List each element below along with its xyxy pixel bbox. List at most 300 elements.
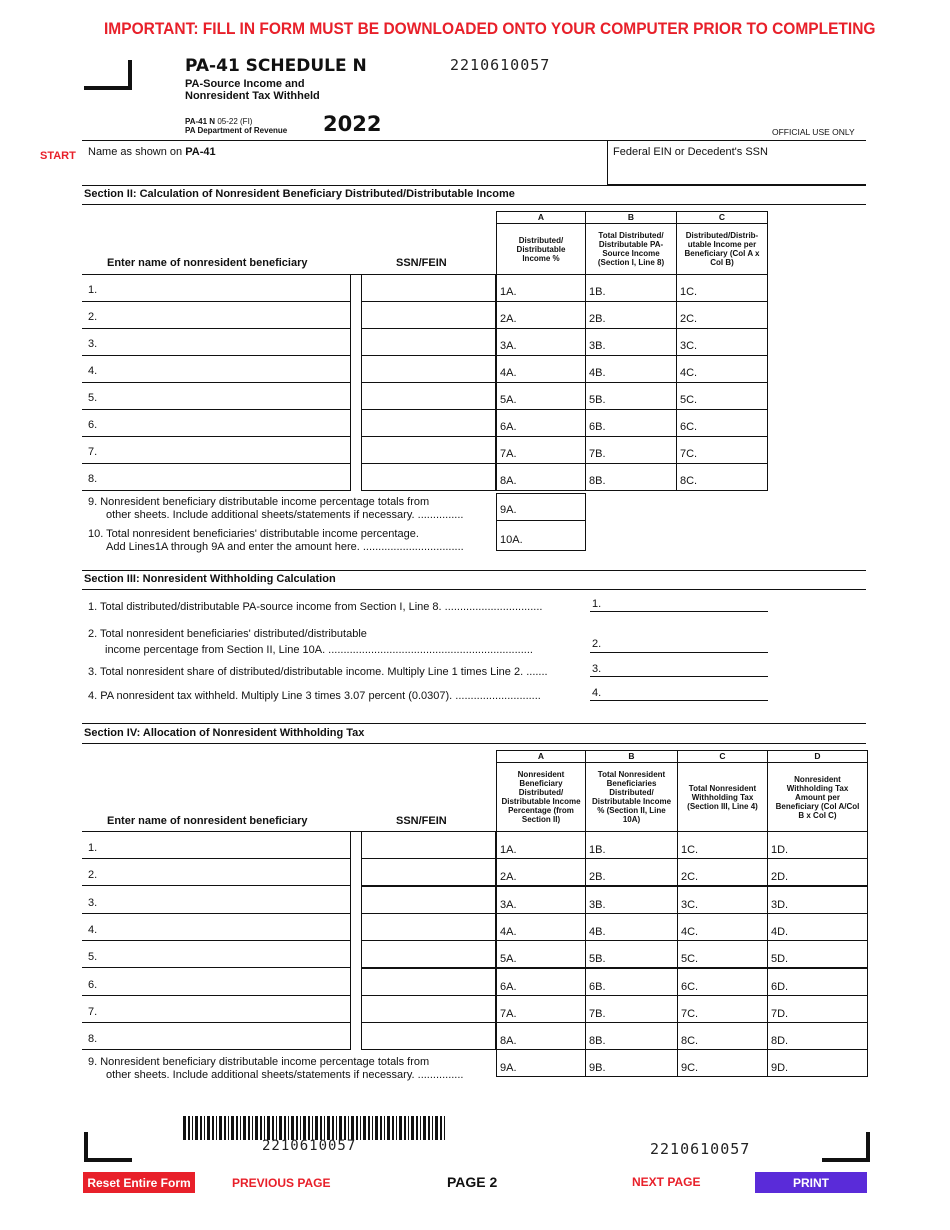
s4-col-a-cell[interactable] xyxy=(496,913,586,941)
s2-ssn-input[interactable] xyxy=(361,355,496,383)
barcode-bar xyxy=(336,1116,337,1140)
s4-line9-text xyxy=(88,1056,463,1082)
s4-col-c-cell[interactable] xyxy=(677,858,768,886)
barcode-bar xyxy=(195,1116,198,1140)
s4-col-b-cell[interactable] xyxy=(585,1022,678,1050)
s4-col-b-cell[interactable] xyxy=(585,968,678,996)
barcode-bar xyxy=(348,1116,349,1140)
s4-col-d-cell[interactable] xyxy=(767,858,868,886)
s2-col-c-cell[interactable] xyxy=(676,463,768,491)
barcode-bar xyxy=(444,1116,445,1140)
barcode-bar xyxy=(303,1116,306,1140)
s4-col-d-cell[interactable] xyxy=(767,831,868,859)
s4-row-number: 5. xyxy=(88,951,98,963)
s4-col-c-cell[interactable] xyxy=(677,940,768,968)
barcode-bar xyxy=(264,1116,265,1140)
s4-col-c-label: 8C. xyxy=(681,1035,699,1047)
s3-line2-text-1: 2. Total nonresident beneficiaries' distributed/distributable xyxy=(88,628,367,640)
barcode-bar xyxy=(372,1116,373,1140)
s2-ssn-input[interactable] xyxy=(361,328,496,356)
barcode-bar xyxy=(192,1116,193,1140)
s2-col-a-cell[interactable] xyxy=(496,355,586,383)
s4-col-c-cell[interactable] xyxy=(677,831,768,859)
s4-col-d-cell[interactable] xyxy=(767,886,868,914)
s2-col-a-cell[interactable] xyxy=(496,382,586,410)
s4-name-input[interactable] xyxy=(83,886,351,914)
s4-col-a-cell[interactable] xyxy=(496,831,586,859)
section4-title-underline xyxy=(82,743,866,744)
s4-col-c-label: 9C. xyxy=(681,1062,699,1074)
s4-col-d-label: 5D. xyxy=(771,953,789,965)
barcode-bar xyxy=(255,1116,258,1140)
s4-ssn-input[interactable] xyxy=(361,913,496,941)
barcode-bar xyxy=(212,1116,214,1140)
s4-col-a-cell[interactable] xyxy=(496,886,586,914)
barcode-bar xyxy=(267,1116,270,1140)
name-label-form: PA-41 xyxy=(185,146,216,158)
s4-name-input[interactable] xyxy=(83,858,351,886)
barcode-bar xyxy=(216,1116,217,1140)
s4-name-input[interactable] xyxy=(83,995,351,1023)
s4-col-b-cell[interactable] xyxy=(585,995,678,1023)
s2-col-c-cell[interactable] xyxy=(676,409,768,437)
s2-col-a-cell[interactable] xyxy=(496,328,586,356)
subtitle-line-1: PA-Source Income and xyxy=(185,78,305,90)
s2-line9a-label: 9A. xyxy=(500,504,517,516)
s2-name-input[interactable] xyxy=(83,436,351,464)
previous-page-button[interactable]: PREVIOUS PAGE xyxy=(232,1176,331,1190)
barcode-bar xyxy=(272,1116,274,1140)
barcode-bar xyxy=(327,1116,330,1140)
header-field-separator xyxy=(607,140,608,184)
s2-col-a-cell[interactable] xyxy=(496,463,586,491)
page-number: PAGE 2 xyxy=(447,1174,498,1190)
s4-row-number: 7. xyxy=(88,1006,98,1018)
s4-col-b-letter: B xyxy=(585,750,678,763)
s2-col-b-cell[interactable] xyxy=(585,436,677,464)
s2-col-a-cell[interactable] xyxy=(496,436,586,464)
s4-ssn-input[interactable] xyxy=(361,995,496,1023)
s4-ssn-input[interactable] xyxy=(361,886,496,914)
s4-name-input[interactable] xyxy=(83,968,351,996)
s4-col-d-cell[interactable] xyxy=(767,1022,868,1050)
s4-col-d-cell[interactable] xyxy=(767,968,868,996)
form-title: PA-41 SCHEDULE N xyxy=(185,56,367,76)
s2-col-b-label: 2B. xyxy=(589,313,606,325)
s2-row-number: 7. xyxy=(88,446,98,458)
section2-title: Section II: Calculation of Nonresident Beneficiary Distributed/Distributable Income xyxy=(84,188,515,200)
s2-col-a-cell[interactable] xyxy=(496,409,586,437)
barcode-bar xyxy=(276,1116,277,1140)
s4-col-c-cell[interactable] xyxy=(677,1049,768,1077)
barcode-bar xyxy=(279,1116,282,1140)
s3-line4-field[interactable] xyxy=(590,700,768,701)
barcode-bar xyxy=(204,1116,205,1140)
s4-name-header: Enter name of nonresident beneficiary xyxy=(107,815,308,827)
s2-col-c-label: 8C. xyxy=(680,475,698,487)
s2-col-c-cell[interactable] xyxy=(676,355,768,383)
s2-ssn-input[interactable] xyxy=(361,301,496,329)
s4-col-a-label: 4A. xyxy=(500,926,517,938)
s2-col-c-label: 4C. xyxy=(680,367,698,379)
s4-col-a-cell[interactable] xyxy=(496,968,586,996)
revision-info xyxy=(185,117,287,135)
s2-col-c-cell[interactable] xyxy=(676,436,768,464)
barcode-bar xyxy=(420,1116,421,1140)
s2-name-input[interactable] xyxy=(83,355,351,383)
s4-col-a-letter: A xyxy=(496,750,586,763)
barcode-bar xyxy=(404,1116,406,1140)
s4-name-input[interactable] xyxy=(83,831,351,859)
s2-name-input[interactable] xyxy=(83,463,351,491)
s2-name-input[interactable] xyxy=(83,409,351,437)
s4-col-c-letter: C xyxy=(677,750,768,763)
s2-col-c-cell[interactable] xyxy=(676,382,768,410)
s3-line1-text: 1. Total distributed/distributable PA-source income from Section I, Line 8. ................................ xyxy=(88,601,543,613)
s4-ssn-input[interactable] xyxy=(361,1022,496,1050)
s4-col-c-label: 6C. xyxy=(681,981,699,993)
s4-col-a-label: 1A. xyxy=(500,844,517,856)
barcode-bar xyxy=(236,1116,238,1140)
barcode-bar xyxy=(243,1116,246,1140)
s4-col-b-cell[interactable] xyxy=(585,858,678,886)
barcode-bar xyxy=(291,1116,294,1140)
s3-line3-text: 3. Total nonresident share of distributed/distributable income. Multiply Line 1 times Line 2. ....... xyxy=(88,666,548,678)
section3-title: Section III: Nonresident Withholding Calculation xyxy=(84,573,336,585)
barcode-bar xyxy=(260,1116,262,1140)
s4-line9-text-2: other sheets. Include additional sheets/statements if necessary. ............... xyxy=(106,1069,464,1081)
barcode-bar xyxy=(224,1116,226,1140)
s4-col-d-label: 7D. xyxy=(771,1008,789,1020)
s3-line2-text xyxy=(88,626,533,658)
name-label-text: Name as shown on xyxy=(88,146,183,158)
s2-col-b-cell[interactable] xyxy=(585,382,677,410)
s2-col-b-cell[interactable] xyxy=(585,463,677,491)
barcode-bar xyxy=(188,1116,190,1140)
s4-col-a-label: 2A. xyxy=(500,871,517,883)
s4-col-a-label: 9A. xyxy=(500,1062,517,1074)
s4-ssn-input[interactable] xyxy=(361,968,496,996)
section2-top-line xyxy=(82,185,866,186)
s4-col-b-label: 8B. xyxy=(589,1035,606,1047)
footer-form-code: 2210610057 xyxy=(650,1140,751,1158)
s4-col-a-label: 3A. xyxy=(500,899,517,911)
s4-col-d-letter: D xyxy=(767,750,868,763)
s2-name-input[interactable] xyxy=(83,382,351,410)
s4-col-d-cell[interactable] xyxy=(767,940,868,968)
s2-line10-text-1: 10. Total nonresident beneficiaries' distributable income percentage. xyxy=(88,528,419,540)
s2-col-a-cell[interactable] xyxy=(496,274,586,302)
revision-line xyxy=(185,117,287,126)
s2-col-b-label: 5B. xyxy=(589,394,606,406)
barcode-bar xyxy=(320,1116,322,1140)
barcode-bar xyxy=(200,1116,202,1140)
ein-input[interactable] xyxy=(612,160,862,182)
barcode-bar xyxy=(300,1116,301,1140)
s4-col-b-cell[interactable] xyxy=(585,886,678,914)
s2-row-number: 8. xyxy=(88,473,98,485)
barcode-bar xyxy=(219,1116,222,1140)
s3-line3-num: 3. xyxy=(592,663,602,675)
s4-col-b-cell[interactable] xyxy=(585,913,678,941)
registration-mark-top-left xyxy=(84,60,132,90)
s4-col-b-label: 9B. xyxy=(589,1062,606,1074)
s4-col-d-cell[interactable] xyxy=(767,995,868,1023)
s4-name-input[interactable] xyxy=(83,913,351,941)
rev-date: 05-22 (FI) xyxy=(217,117,253,126)
barcode-bar xyxy=(240,1116,241,1140)
s4-col-c-label: 7C. xyxy=(681,1008,699,1020)
s4-col-a-label: 5A. xyxy=(500,953,517,965)
form-code: 2210610057 xyxy=(450,56,551,74)
section4-title: Section IV: Allocation of Nonresident Withholding Tax xyxy=(84,727,365,739)
print-button[interactable]: PRINT xyxy=(755,1172,867,1193)
barcode-bar xyxy=(399,1116,402,1140)
s4-col-c-cell[interactable] xyxy=(677,913,768,941)
s2-col-c-cell[interactable] xyxy=(676,301,768,329)
barcode-bar xyxy=(252,1116,253,1140)
s2-line10-text xyxy=(88,528,464,554)
barcode-bar xyxy=(428,1116,430,1140)
s4-col-a-cell[interactable] xyxy=(496,858,586,886)
s2-ssn-input[interactable] xyxy=(361,274,496,302)
s4-col-b-label: 4B. xyxy=(589,926,606,938)
barcode-bar xyxy=(284,1116,286,1140)
s4-row-number: 6. xyxy=(88,979,98,991)
ein-field-label: Federal EIN or Decedent's SSN xyxy=(613,146,768,158)
s2-line10-text-2: Add Lines1A through 9A and enter the amount here. ................................. xyxy=(106,541,464,553)
s4-col-c-label: 3C. xyxy=(681,899,699,911)
s4-col-d-label: 9D. xyxy=(771,1062,789,1074)
s3-line1-num: 1. xyxy=(592,598,602,610)
name-field-label xyxy=(88,146,216,158)
barcode-bar xyxy=(432,1116,433,1140)
s2-col-b-label: 7B. xyxy=(589,448,606,460)
s4-col-d-cell[interactable] xyxy=(767,1049,868,1077)
s4-line9-text-1: 9. Nonresident beneficiary distributable income percentage totals from xyxy=(88,1056,430,1068)
barcode-bar xyxy=(356,1116,358,1140)
s3-line2-field[interactable] xyxy=(590,652,768,653)
barcode-bar xyxy=(324,1116,325,1140)
s2-name-input[interactable] xyxy=(83,328,351,356)
s2-ssn-input[interactable] xyxy=(361,463,496,491)
s2-col-b-label: 3B. xyxy=(589,340,606,352)
barcode-bar xyxy=(312,1116,313,1140)
barcode-bar xyxy=(396,1116,397,1140)
s4-col-c-label: 5C. xyxy=(681,953,699,965)
s4-ssn-input[interactable] xyxy=(361,858,496,886)
s2-col-a-label: 7A. xyxy=(500,448,517,460)
s4-col-b-label: 2B. xyxy=(589,871,606,883)
registration-mark-bottom-right xyxy=(822,1132,870,1162)
s4-col-a-label: 8A. xyxy=(500,1035,517,1047)
s2-ssn-input[interactable] xyxy=(361,436,496,464)
barcode-bar xyxy=(296,1116,298,1140)
s4-col-c-label: 1C. xyxy=(681,844,699,856)
s2-col-a-label: 2A. xyxy=(500,313,517,325)
barcode-bar xyxy=(308,1116,310,1140)
s2-col-a-label: 1A. xyxy=(500,286,517,298)
s2-col-b-label: 8B. xyxy=(589,475,606,487)
s2-col-b-cell[interactable] xyxy=(585,409,677,437)
name-input[interactable] xyxy=(84,160,604,182)
s2-row-number: 6. xyxy=(88,419,98,431)
barcode-bar xyxy=(435,1116,438,1140)
s2-col-b-label: 6B. xyxy=(589,421,606,433)
s2-ssn-header: SSN/FEIN xyxy=(396,257,447,269)
department: PA Department of Revenue xyxy=(185,126,288,135)
s2-name-header: Enter name of nonresident beneficiary xyxy=(107,257,308,269)
s3-line1-field[interactable] xyxy=(590,611,768,612)
barcode-bar xyxy=(207,1116,210,1140)
s4-col-b-label: 6B. xyxy=(589,981,606,993)
s2-col-a-label: 5A. xyxy=(500,394,517,406)
s4-col-d-label: 2D. xyxy=(771,871,789,883)
s4-col-d-label: 1D. xyxy=(771,844,789,856)
s2-col-a-label: 8A. xyxy=(500,475,517,487)
s2-col-a-label: 3A. xyxy=(500,340,517,352)
reset-form-button[interactable]: Reset Entire Form xyxy=(83,1172,195,1193)
s2-col-b-header: Total Distributed/ Distributable PA-Source Income (Section I, Line 8) xyxy=(585,223,677,275)
s2-name-input[interactable] xyxy=(83,274,351,302)
s2-line10a-cell[interactable] xyxy=(496,520,586,551)
s4-col-a-cell[interactable] xyxy=(496,940,586,968)
s2-line9-text xyxy=(88,496,463,522)
header-divider xyxy=(82,140,866,141)
s2-col-b-cell[interactable] xyxy=(585,301,677,329)
s4-col-d-label: 4D. xyxy=(771,926,789,938)
s4-col-c-header: Total Nonresident Withholding Tax (Section III, Line 4) xyxy=(677,762,768,832)
barcode-bar xyxy=(375,1116,378,1140)
s2-col-c-label: 3C. xyxy=(680,340,698,352)
barcode-bar xyxy=(363,1116,366,1140)
barcode-bar xyxy=(423,1116,426,1140)
s2-row-number: 3. xyxy=(88,338,98,350)
s2-row-number: 2. xyxy=(88,311,98,323)
s3-line3-field[interactable] xyxy=(590,676,768,677)
s2-col-b-letter: B xyxy=(585,211,677,224)
next-page-button[interactable]: NEXT PAGE xyxy=(632,1175,701,1189)
important-banner: IMPORTANT: FILL IN FORM MUST BE DOWNLOADED ONTO YOUR COMPUTER PRIOR TO COMPLETING xyxy=(104,20,876,38)
barcode-bar xyxy=(408,1116,409,1140)
barcode-bar xyxy=(416,1116,418,1140)
s4-col-a-cell[interactable] xyxy=(496,1049,586,1077)
s4-name-input[interactable] xyxy=(83,940,351,968)
s3-line4-num: 4. xyxy=(592,687,602,699)
s4-name-input[interactable] xyxy=(83,1022,351,1050)
s4-row-number: 4. xyxy=(88,924,98,936)
s4-col-b-cell[interactable] xyxy=(585,1049,678,1077)
s3-line2-text-2: income percentage from Section II, Line 10A. ................................................................... xyxy=(105,644,533,656)
s4-col-c-cell[interactable] xyxy=(677,968,768,996)
s2-col-b-cell[interactable] xyxy=(585,355,677,383)
s2-line9a-cell[interactable] xyxy=(496,493,586,521)
s4-col-d-label: 6D. xyxy=(771,981,789,993)
barcode-bar xyxy=(231,1116,234,1140)
s4-col-c-cell[interactable] xyxy=(677,995,768,1023)
s2-col-c-letter: C xyxy=(676,211,768,224)
s2-col-b-label: 4B. xyxy=(589,367,606,379)
barcode-bar xyxy=(384,1116,385,1140)
s2-row-number: 5. xyxy=(88,392,98,404)
s4-col-b-cell[interactable] xyxy=(585,940,678,968)
subtitle-line-2: Nonresident Tax Withheld xyxy=(185,90,320,102)
s4-col-b-label: 5B. xyxy=(589,953,606,965)
barcode-bar xyxy=(288,1116,289,1140)
s4-row-number: 1. xyxy=(88,842,98,854)
s2-col-a-cell[interactable] xyxy=(496,301,586,329)
s4-col-c-label: 4C. xyxy=(681,926,699,938)
s4-ssn-input[interactable] xyxy=(361,940,496,968)
section3-title-underline xyxy=(82,589,866,590)
tax-year: 2022 xyxy=(323,112,382,136)
official-use-only: OFFICIAL USE ONLY xyxy=(772,127,855,137)
s2-ssn-input[interactable] xyxy=(361,382,496,410)
barcode-bar xyxy=(183,1116,186,1140)
barcode-bar xyxy=(440,1116,442,1140)
barcode-bar xyxy=(351,1116,354,1140)
s2-col-c-header: Distributed/Distrib- utable Income per Beneficiary (Col A x Col B) xyxy=(676,223,768,275)
s2-name-input[interactable] xyxy=(83,301,351,329)
barcode-text: 2210610057 xyxy=(262,1138,357,1154)
section4-top-line xyxy=(82,723,866,724)
barcode-bar xyxy=(411,1116,414,1140)
barcode-bar xyxy=(339,1116,342,1140)
s4-col-d-header: Nonresident Withholding Tax Amount per Beneficiary (Col A/Col B x Col C) xyxy=(767,762,868,832)
s2-col-c-label: 6C. xyxy=(680,421,698,433)
s4-col-d-cell[interactable] xyxy=(767,913,868,941)
s2-col-b-label: 1B. xyxy=(589,286,606,298)
s2-col-c-cell[interactable] xyxy=(676,274,768,302)
s4-col-a-cell[interactable] xyxy=(496,1022,586,1050)
s4-row-number: 8. xyxy=(88,1033,98,1045)
s2-line9-text-1: 9. Nonresident beneficiary distributable income percentage totals from xyxy=(88,496,430,508)
s4-col-a-cell[interactable] xyxy=(496,995,586,1023)
s4-col-c-cell[interactable] xyxy=(677,886,768,914)
section3-top-line xyxy=(82,570,866,571)
s2-line9-text-2: other sheets. Include additional sheets/statements if necessary. ............... xyxy=(106,509,464,521)
s2-ssn-input[interactable] xyxy=(361,409,496,437)
s4-ssn-input[interactable] xyxy=(361,831,496,859)
barcode-bar xyxy=(392,1116,394,1140)
s2-line10a-label: 10A. xyxy=(500,534,523,546)
s2-col-b-cell[interactable] xyxy=(585,328,677,356)
s3-line2-num: 2. xyxy=(592,638,602,650)
s4-col-a-label: 7A. xyxy=(500,1008,517,1020)
s4-col-b-cell[interactable] xyxy=(585,831,678,859)
rev-code: PA-41 N xyxy=(185,117,216,126)
s2-col-c-cell[interactable] xyxy=(676,328,768,356)
registration-mark-bottom-left xyxy=(84,1132,132,1162)
s3-line4-text: 4. PA nonresident tax withheld. Multiply Line 3 times 3.07 percent (0.0307). ............................ xyxy=(88,690,541,702)
s2-col-a-label: 6A. xyxy=(500,421,517,433)
barcode-bar xyxy=(344,1116,346,1140)
s4-col-a-label: 6A. xyxy=(500,981,517,993)
s2-col-a-label: 4A. xyxy=(500,367,517,379)
form-subtitle xyxy=(185,78,320,102)
barcode-bar xyxy=(248,1116,250,1140)
barcode-bar xyxy=(368,1116,370,1140)
s4-row-number: 2. xyxy=(88,869,98,881)
s2-row-number: 1. xyxy=(88,284,98,296)
s4-col-c-cell[interactable] xyxy=(677,1022,768,1050)
barcode-image xyxy=(183,1116,448,1140)
barcode-bar xyxy=(380,1116,382,1140)
s2-col-b-cell[interactable] xyxy=(585,274,677,302)
barcode-bar xyxy=(360,1116,361,1140)
s2-col-c-label: 5C. xyxy=(680,394,698,406)
s4-col-d-label: 3D. xyxy=(771,899,789,911)
